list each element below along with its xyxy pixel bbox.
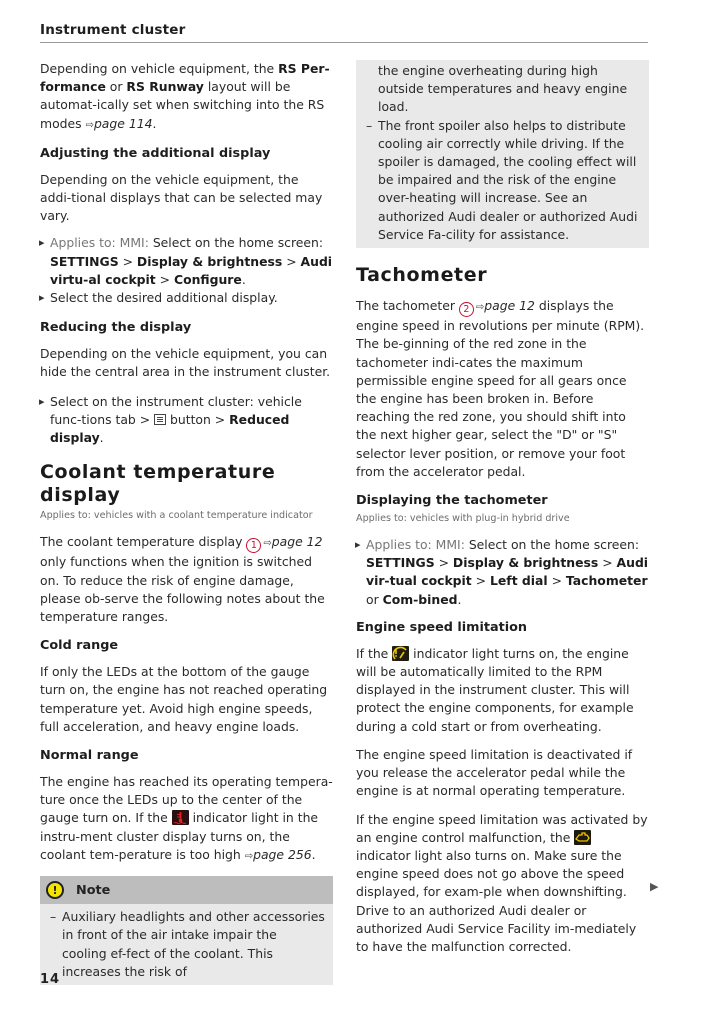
adjust-text: Depending on the vehicle equipment, the addi-tional displays that can be selected may vary.	[40, 171, 323, 224]
exclamation-warning-icon: !	[46, 881, 64, 899]
left-column	[40, 60, 333, 985]
speed-limit-heading: Engine speed limitation	[356, 619, 528, 635]
display-tacho-step: ▸ Applies to: MMI: Select on the home screen: SETTINGS > Display & brightness > Audi vir-tual cockpit > Left dial > Tachometer or Com-bined.	[356, 536, 649, 609]
reduce-text: Depending on the vehicle equipment, you can hide the central area in the instrument cluster.	[40, 346, 331, 380]
adjust-step-2: ▸ Select the desired additional display.	[40, 289, 333, 307]
speed-limit-paragraph-3: If the engine speed limitation was activated by an engine control malfunction, the indicator light also turns on. Make sure the engine speed does not go above the speed displayed, for exam-ple when downshifting. Drive to an authorized Audi dealer or authorized Audi Service Facility im-mediately to have the malfunction corrected.	[356, 811, 648, 954]
tachometer-heading: Tachometer	[356, 264, 488, 287]
intro-paragraph: Depending on vehicle equipment, the RS Per-formance or RS Runway layout will be automat-ically set when switching into the RS modes ⇨page 114.	[40, 61, 330, 131]
coolant-applies: Applies to: vehicles with a coolant temperature indicator	[40, 510, 313, 522]
continue-arrow-icon: ▶	[650, 880, 659, 893]
note-box	[40, 876, 333, 985]
engine-malfunction-icon	[574, 830, 591, 845]
page-link[interactable]: page 12	[271, 534, 323, 550]
normal-range-text: The engine has reached its operating tempera-ture once the LEDs up to the center of the gauge turn on. If the indicator light in the instru-ment cluster display turns on, the coolant tem-perature is too high ⇨page 256.	[40, 774, 333, 862]
note-item-1: – Auxiliary headlights and other accessories in front of the air intake impair the cooling ef-fect of the coolant. This increases the risk of	[50, 908, 325, 981]
cold-range-text: If only the LEDs at the bottom of the gauge turn on, the engine has not reached operating temperature yet. Avoid high engine speeds, full acceleration, and heavy engine loads.	[40, 664, 328, 734]
adjust-heading: Adjusting the additional display	[40, 145, 271, 161]
page-number: 14	[40, 972, 61, 987]
header-divider	[40, 42, 648, 43]
normal-range-heading: Normal range	[40, 748, 139, 764]
speed-limit-paragraph-1: If the indicator light turns on, the engine will be automatically limited to the RPM displayed in the instrument cluster. This will protect the engine components, for example during a cold start or from overheating.	[356, 645, 634, 734]
display-tacho-applies: Applies to: vehicles with plug-in hybrid drive	[356, 513, 570, 525]
page-link[interactable]: page 114	[93, 115, 153, 131]
page-ref-arrow-icon: ⇨	[85, 119, 94, 131]
coolant-paragraph: The coolant temperature display 1 ⇨page 12 only functions when the ignition is switched on. To reduce the risk of engine damage, please ob-serve the following notes about the temperature ranges.	[40, 534, 325, 625]
note-box-continued	[356, 60, 649, 248]
page-link[interactable]: page 256	[253, 846, 312, 862]
right-column	[356, 60, 649, 965]
cold-range-heading: Cold range	[40, 638, 119, 654]
note-title: Note	[76, 882, 111, 898]
callout-1-icon: 1	[246, 538, 261, 553]
page-link[interactable]: page 12	[484, 298, 535, 314]
menu-list-icon	[154, 414, 166, 425]
note-item-2: – The front spoiler also helps to distribute cooling air correctly while driving. If the spoiler is damaged, the cooling effect will be impaired and the risk of the engine over-heating will increase. See an authorized Audi dealer or authorized Audi Service Fa-cility for assistance.	[366, 117, 641, 244]
section-header: Instrument cluster	[40, 22, 186, 38]
page-ref-arrow-icon: ⇨	[475, 302, 485, 314]
engine-speed-limit-icon	[392, 646, 409, 661]
note-item-1-continued: the engine overheating during high outside temperatures and heavy engine load.	[378, 63, 628, 115]
reduce-heading: Reducing the display	[40, 320, 192, 336]
adjust-step-1: ▸ Applies to: MMI: Select on the home screen: SETTINGS > Display & brightness > Audi virtu-al cockpit > Configure.	[40, 234, 333, 289]
callout-2-icon: 2	[459, 302, 474, 317]
reduce-step: ▸ Select on the instrument cluster: vehicle func-tions tab > button > Reduced display.	[40, 393, 333, 448]
coolant-heading: Coolant temperature display	[40, 461, 276, 507]
coolant-temperature-warning-icon	[172, 810, 189, 825]
page-ref-arrow-icon: ⇨	[244, 850, 254, 862]
speed-limit-paragraph-2: The engine speed limitation is deactivated if you release the accelerator pedal while the engine is at normal operating temperature.	[356, 746, 633, 799]
display-tacho-heading: Displaying the tachometer	[356, 493, 548, 509]
tachometer-paragraph: The tachometer 2 ⇨page 12 displays the engine speed in revolutions per minute (RPM). The be-ginning of the red zone in the tachometer indi-cates the maximum permissible engine speed for all gears once the engine has been broken in. Before reaching the red zone, you should shift into the next higher gear, select the "D" or "S" selector lever position, or remove your foot from the accelerator pedal.	[356, 298, 645, 479]
note-header	[40, 876, 333, 904]
page-ref-arrow-icon: ⇨	[263, 538, 272, 550]
